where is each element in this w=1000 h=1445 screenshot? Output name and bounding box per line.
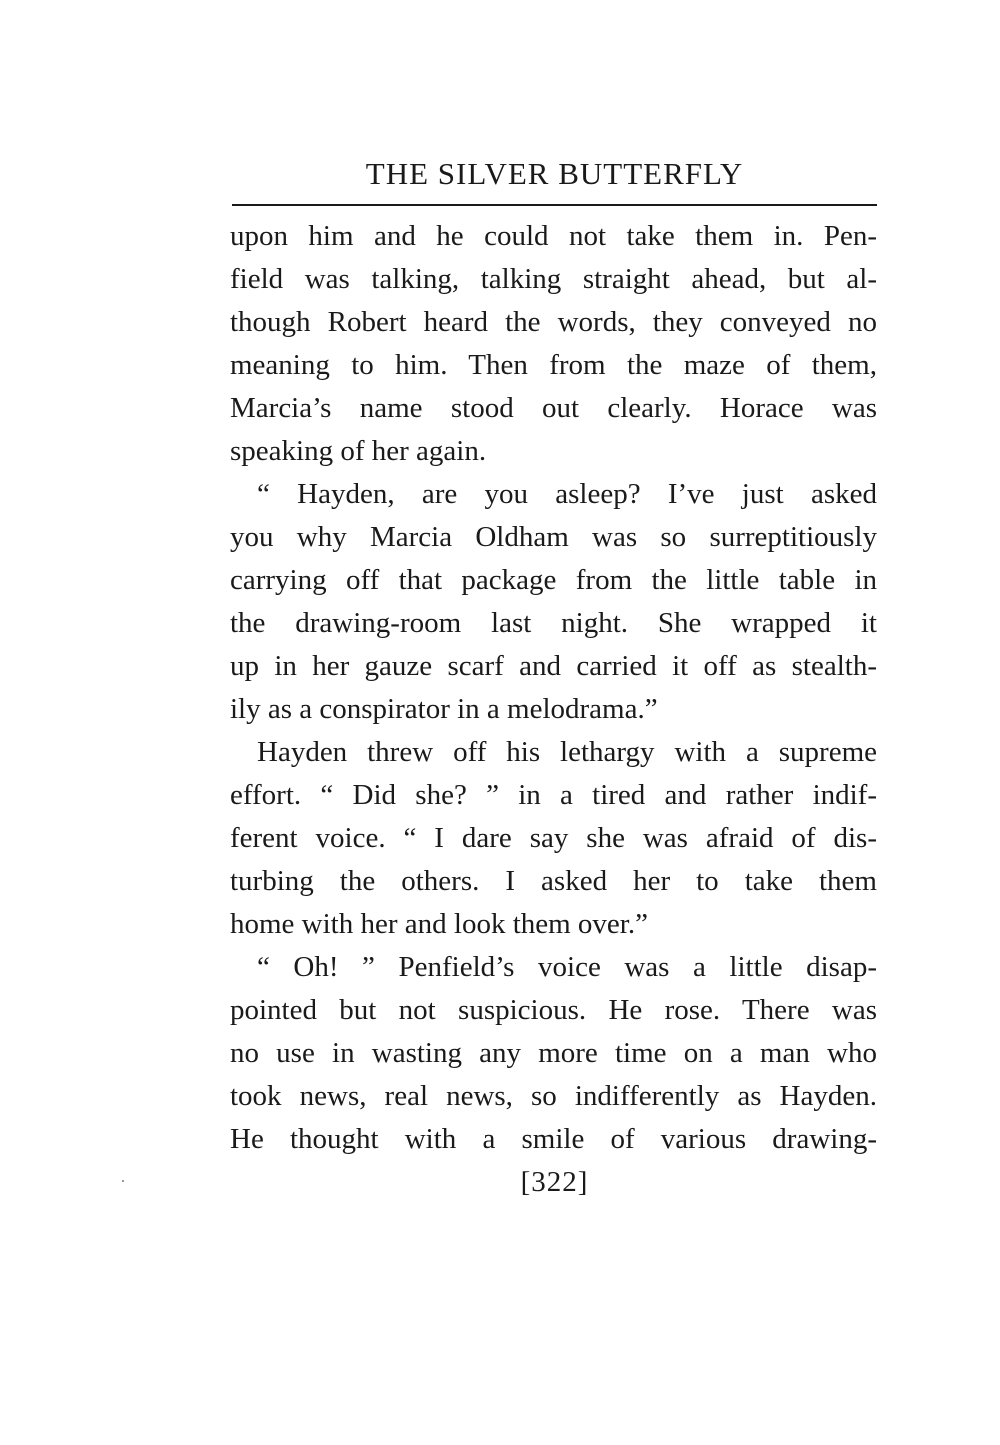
- text-line: up in her gauze scarf and carried it off as stealth-: [230, 650, 877, 682]
- text-line: field was talking, talking straight ahead, but al-: [230, 263, 877, 295]
- text-line: pointed but not suspicious. He rose. There was: [230, 994, 877, 1026]
- paper-speck: [122, 1180, 124, 1182]
- text-line: the drawing-room last night. She wrapped it: [230, 607, 877, 639]
- text-line: ferent voice. “ I dare say she was afraid of dis-: [230, 822, 877, 854]
- text-line: “ Hayden, are you asleep? I’ve just asked: [257, 478, 877, 510]
- text-line: upon him and he could not take them in. Pen-: [230, 220, 877, 252]
- text-line: Hayden threw off his lethargy with a supreme: [257, 736, 877, 768]
- text-line: turbing the others. I asked her to take them: [230, 865, 877, 897]
- text-line: effort. “ Did she? ” in a tired and rather indif-: [230, 779, 877, 811]
- header-rule: [232, 204, 877, 206]
- text-line: meaning to him. Then from the maze of them,: [230, 349, 877, 381]
- text-line: Marcia’s name stood out clearly. Horace was: [230, 392, 877, 424]
- text-line: carrying off that package from the little table in: [230, 564, 877, 596]
- text-line: ily as a conspirator in a melodrama.”: [230, 693, 658, 725]
- text-line: took news, real news, so indifferently as Hayden.: [230, 1080, 877, 1112]
- page-number: [322]: [520, 1166, 589, 1198]
- text-line: you why Marcia Oldham was so surreptitiously: [230, 521, 877, 553]
- text-line: speaking of her again.: [230, 435, 487, 467]
- running-head: THE SILVER BUTTERFLY: [365, 156, 744, 191]
- body-text: [230, 215, 877, 1161]
- text-line: no use in wasting any more time on a man who: [230, 1037, 877, 1069]
- text-line: “ Oh! ” Penfield’s voice was a little disap-: [257, 951, 877, 983]
- text-line: though Robert heard the words, they conveyed no: [230, 306, 877, 338]
- text-line: home with her and look them over.”: [230, 908, 648, 940]
- text-line: He thought with a smile of various drawing-: [230, 1123, 877, 1155]
